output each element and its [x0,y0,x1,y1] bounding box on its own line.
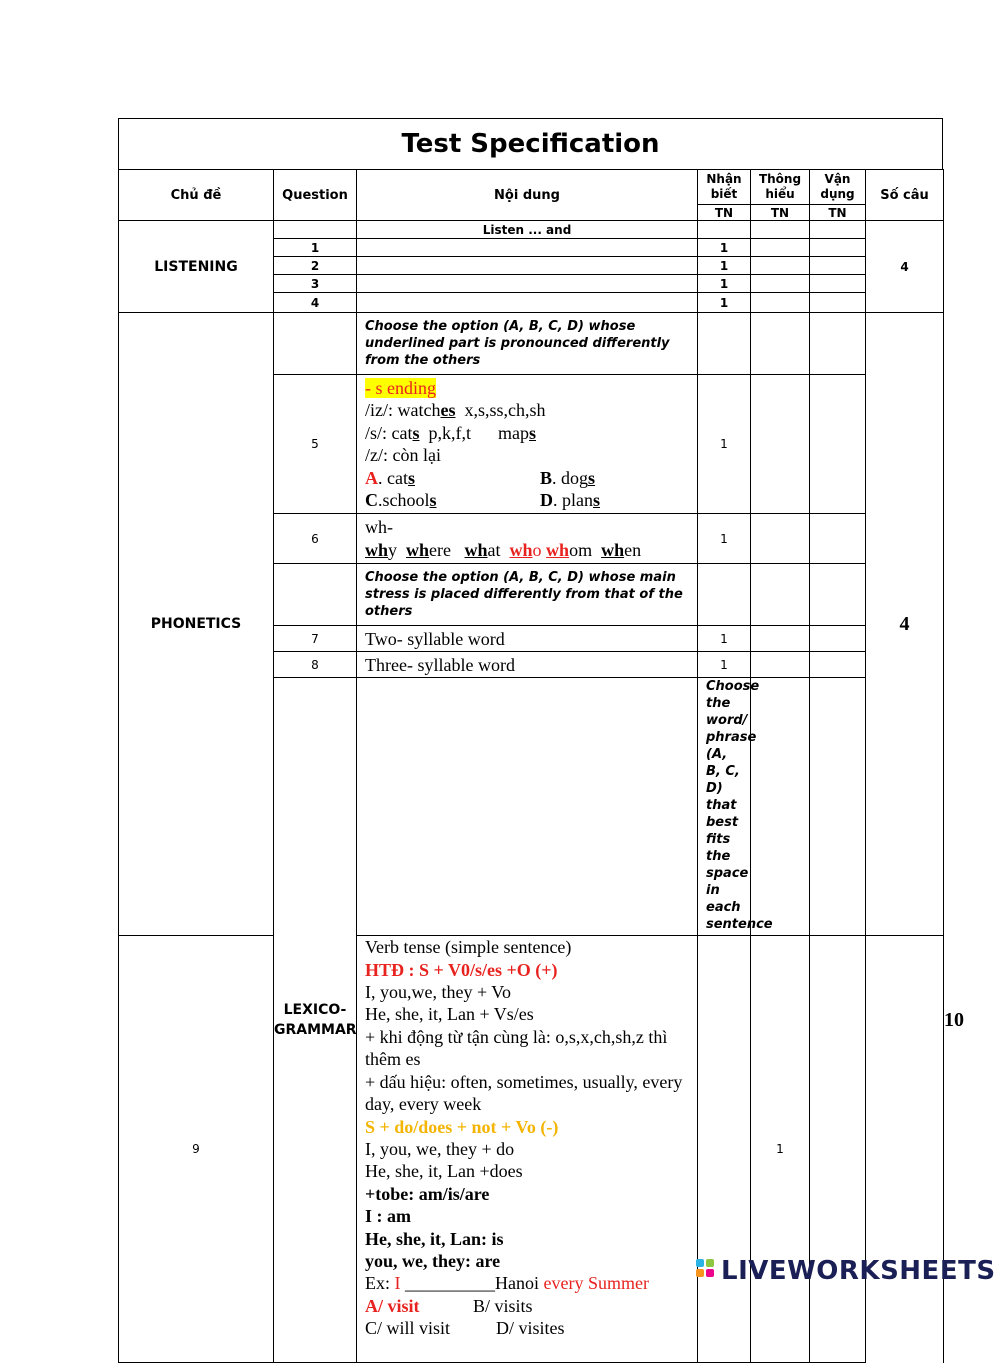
header-count: Số câu [866,170,944,221]
grammar-line: + khi động từ tận cùng là: o,s,x,ch,sh,z thì thêm es [365,1026,668,1070]
listening-count: 4 [866,221,944,313]
test-specification-sheet [118,118,964,1363]
word-rest: o [532,539,542,560]
rule-text: /iz/: watch [365,400,441,421]
underlined-text: wh [464,539,488,560]
underlined-text: wh [509,539,533,560]
grammar-line: Verb tense (simple sentence) [365,937,572,958]
mark-value: 1 [698,375,751,514]
example-time: every Summer [543,1273,649,1294]
example-label: Ex: [365,1273,395,1294]
question-number: 5 [274,375,357,514]
grammar-line: He, she, it, Lan +does [365,1161,523,1182]
phonetics-count: 4 [866,313,944,936]
word-rest: y [388,539,398,560]
question-number: 4 [274,293,357,313]
header-tn: TN [751,205,810,221]
question-number: 9 [119,936,274,1363]
header-application: Vận dụng [810,170,866,205]
rule-text: /s/: cat [365,422,413,443]
grammar-line: + dấu hiệu: often, sometimes, usually, every day, every week [365,1071,683,1115]
mark-value: 1 [698,293,751,313]
header-content: Nội dung [357,170,698,221]
rule-text: p,k,f,t map [419,422,530,443]
word-rest: ere [429,539,452,560]
rule-text: /z/: còn lại [365,445,441,466]
q8-content: Three- syllable word [357,652,698,678]
rule-text: x,s,ss,ch,sh [455,400,546,421]
example-blank: __________Hanoi [400,1273,544,1294]
mark-value: 1 [698,626,751,652]
q9-content [357,936,698,1363]
header-recognition: Nhận biết [698,170,751,205]
mark-value: 1 [698,275,751,293]
header-topic: Chủ đề [119,170,274,221]
q7-content: Two- syllable word [357,626,698,652]
grammar-line: you, we, they: are [365,1250,501,1271]
topic-phonetics: PHONETICS [119,313,274,936]
option-a: A/ visit [365,1295,420,1316]
question-number: 8 [274,652,357,678]
mark-value: 1 [751,936,810,1363]
underlined-text: wh [546,539,570,560]
option-word: . cat [378,467,408,488]
specification-table: Chủ đề Question Nội dung Nhận biết Thông hiểu Vận dụng Số câu TN TN TN LISTENING Listen ... and 4 1 1 2 1 3 1 4 1 PHONETICS Choose the option (A, B, C, D) whose underlined part is pronounced differently from the others 4 5 - s ending /iz/: watches x,s,ss,ch,sh /s/: cats p,k,f,t maps /z/: còn lại A. cats B. dogs C.schools D. plans 1 6 wh- why where what who whom when 1 Choose the option (A, B, C, D) whose main stress is placed differently from that of the others 7 Two- syllable word 1 8 Three- syllable word 1 LEXICO-GRAMMAR Choose the word/ phrase (A, B, C, D) that best fits the space in each sentence 10 9 Verb tense (simple sentence) HTĐ : S + V0/s/es +O (+) I, you,we, they + Vo He, she, it, Lan + Vs/es + khi động từ tận cùng là: o,s,x,ch,sh,z thì thêm es + dấu hiệu: often, sometimes, usually, every day, every week S + do/does + not + Vo (-) I, you, we, they + do He, she, it, Lan +does +tobe: am/is/are I : am He, she, it, Lan: is you, we, they: are Ex: I __________Hanoi every Summer A/ visit B/ visits C/ will visit D/ visites 1 [118,169,944,1363]
option-letter: D [540,490,553,511]
option-word: . dog [552,467,589,488]
question-number: 3 [274,275,357,293]
liveworksheets-logo [696,1256,996,1286]
underlined-text: s [429,490,437,511]
phonetics-instruction-2: Choose the option (A, B, C, D) whose main stress is placed differently from that of the others [357,564,698,626]
question-number: 6 [274,514,357,564]
grammar-line: I, you,we, they + Vo [365,982,511,1003]
underlined-text: s [412,422,420,443]
mark-value: 1 [698,652,751,678]
option-b: B/ visits [473,1295,533,1316]
question-number: 1 [274,239,357,257]
header-question: Question [274,170,357,221]
word-rest: en [624,539,642,560]
q6-content [357,514,698,564]
option-c: C/ will visit [365,1318,451,1339]
underlined-text: wh [406,539,430,560]
mark-value: 1 [698,239,751,257]
grammar-formula-negative: S + do/does + not + Vo (-) [365,1116,559,1137]
word-rest: om [569,539,593,560]
grammar-formula-positive: HTĐ : S + V0/s/es +O (+) [365,959,558,980]
example-subject: I [394,1273,401,1294]
underlined-text: s [588,467,596,488]
option-word: . plan [553,490,593,511]
q5-content [357,375,698,514]
logo-text: LIVEWORKSHEETS [721,1256,996,1286]
s-ending-heading: - s ending [365,378,436,398]
header-comprehension: Thông hiểu [751,170,810,205]
wh-heading: wh- [365,517,393,538]
header-tn: TN [698,205,751,221]
phonetics-instruction-1: Choose the option (A, B, C, D) whose underlined part is pronounced differently from the others [357,313,698,375]
header-tn: TN [810,205,866,221]
option-letter: A [365,467,378,488]
page-title: Test Specification [118,118,943,169]
logo-blocks-icon [696,1259,718,1283]
option-letter: C [365,490,378,511]
option-d: D/ visites [496,1318,565,1339]
grammar-line: I, you, we, they + do [365,1138,515,1159]
listening-content: Listen ... and [357,221,698,239]
topic-lexico-grammar: LEXICO-GRAMMAR [274,678,357,1363]
underlined-text: s [593,490,601,511]
underlined-text: s [407,467,415,488]
option-word: .school [378,490,430,511]
mark-value: 1 [698,257,751,275]
underlined-text: wh [365,539,389,560]
topic-listening: LISTENING [119,221,274,313]
grammar-line: I : am [365,1206,411,1227]
underlined-text: es [440,400,456,421]
word-rest: at [487,539,501,560]
mark-value: 1 [698,514,751,564]
grammar-line: He, she, it, Lan + Vs/es [365,1004,534,1025]
question-number: 7 [274,626,357,652]
lexico-instruction: Choose the word/ phrase (A, B, C, D) that best fits the space in each sentence [698,678,751,936]
underlined-text: s [529,422,537,443]
grammar-line: +tobe: am/is/are [365,1183,490,1204]
grammar-line: He, she, it, Lan: is [365,1228,504,1249]
underlined-text: wh [601,539,625,560]
option-letter: B [540,467,553,488]
question-number: 2 [274,257,357,275]
